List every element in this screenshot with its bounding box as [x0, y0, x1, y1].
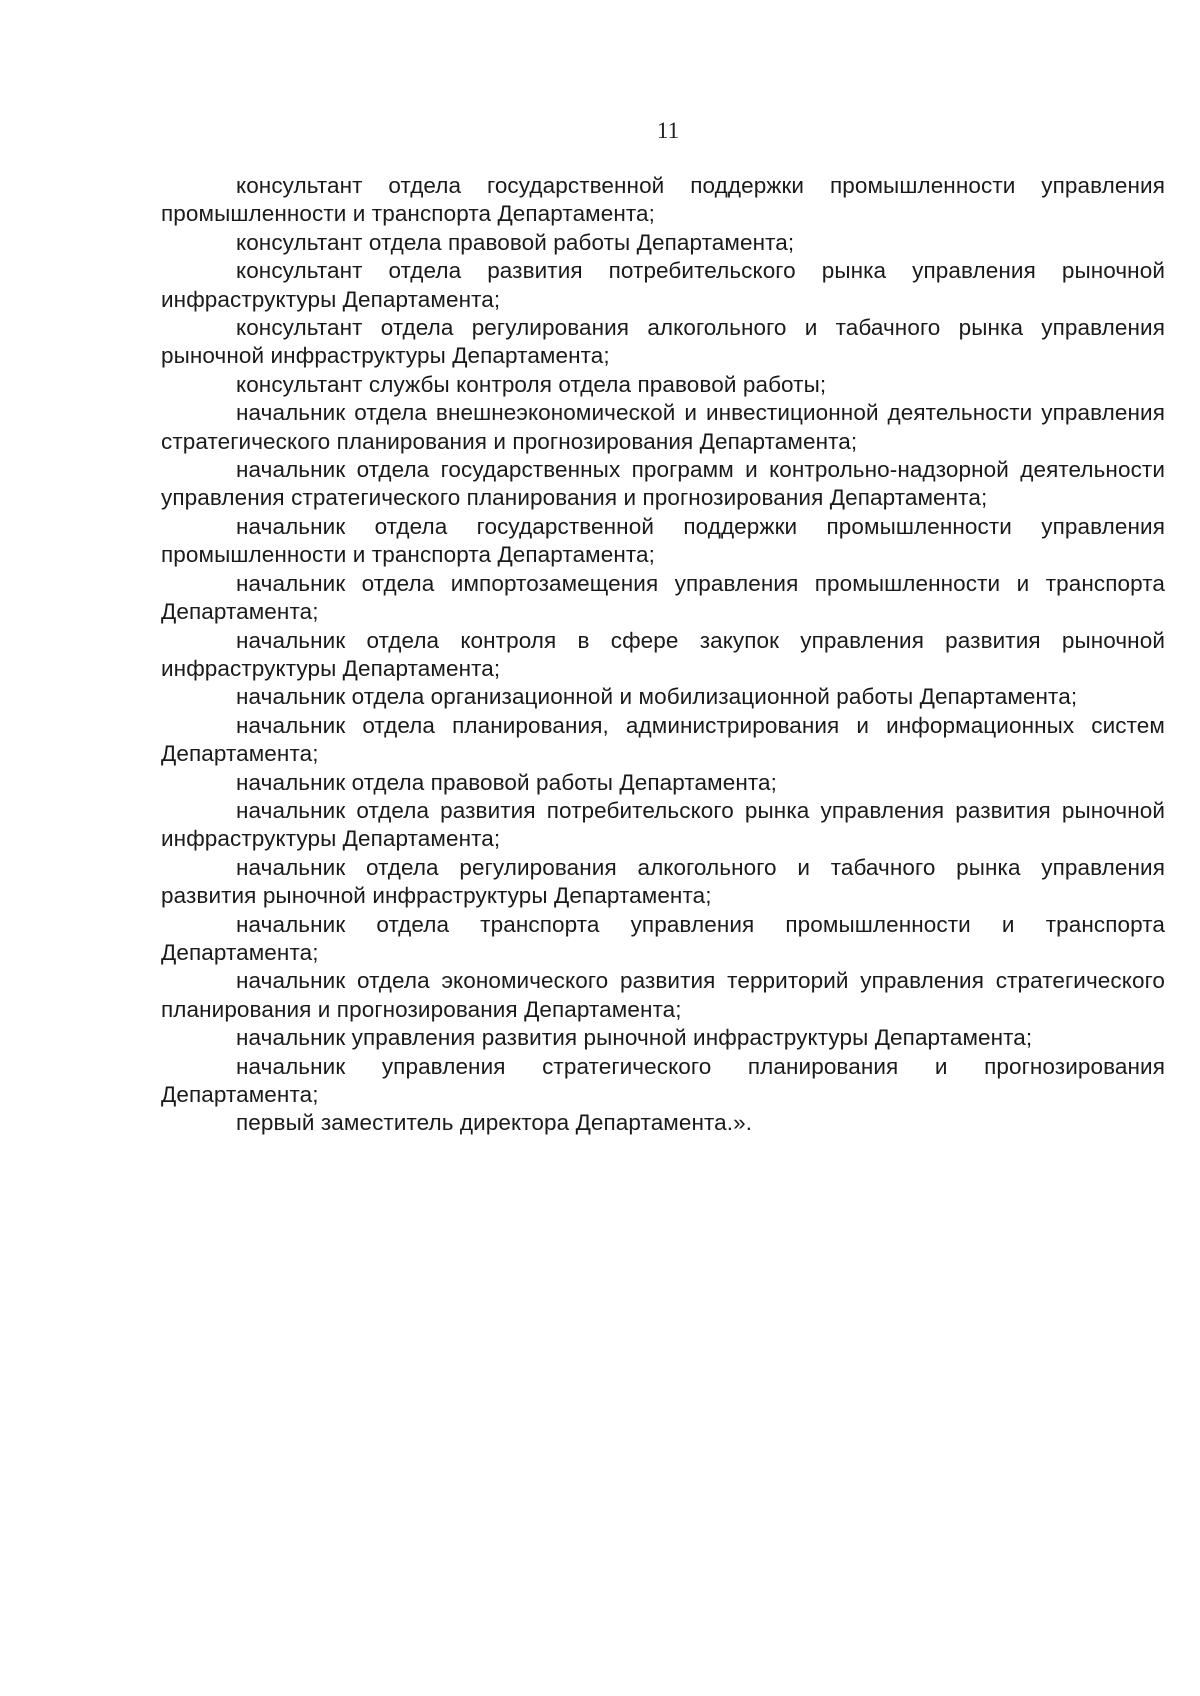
list-item: начальник отдела государственной поддержки промышленности управления промышленности и транспорта Департамента; [161, 513, 1165, 568]
position-list [161, 172, 1165, 1138]
page-number: 11 [656, 118, 680, 143]
list-item: консультант отдела развития потребительского рынка управления рыночной инфраструктуры Департамента; [161, 258, 1165, 312]
list-item: начальник отдела внешнеэкономической и инвестиционной деятельности управления стратегического планирования и прогнозирования Департамента; [161, 400, 1165, 454]
list-item: начальник отдела контроля в сфере закупок управления развития рыночной инфраструктуры Департамента; [161, 627, 1165, 681]
list-item: консультант службы контроля отдела правовой работы; [236, 371, 827, 397]
list-item: начальник отдела правовой работы Департамента; [236, 769, 777, 795]
list-item: начальник отдела планирования, администрирования и информационных систем Департамента; [161, 712, 1165, 767]
list-item: начальник управления развития рыночной инфраструктуры Департамента; [236, 1025, 1033, 1051]
list-item: начальник отдела экономического развития территорий управления стратегического планирования и прогнозирования Департамента; [161, 968, 1165, 1022]
list-item: первый заместитель директора Департамента.». [236, 1110, 753, 1136]
list-item: начальник отдела импортозамещения управления промышленности и транспорта Департамента; [161, 570, 1165, 625]
list-item: консультант отдела правовой работы Департамента; [236, 229, 795, 255]
list-item: начальник отдела государственных программ и контрольно-надзорной деятельности управления стратегического планирования и прогнозирования Департамента; [161, 457, 1165, 511]
list-item: начальник отдела транспорта управления промышленности и транспорта Департамента; [161, 911, 1165, 965]
list-item: начальник управления стратегического планирования и прогнозирования Департамента; [161, 1053, 1165, 1107]
list-item: начальник отдела развития потребительского рынка управления развития рыночной инфраструктуры Департамента; [161, 797, 1165, 852]
list-item: консультант отдела государственной поддержки промышленности управления промышленности и транспорта Департамента; [161, 173, 1165, 227]
list-item: начальник отдела организационной и мобилизационной работы Департамента; [236, 684, 1078, 710]
list-item: консультант отдела регулирования алкогольного и табачного рынка управления рыночной инфраструктуры Департамента; [161, 315, 1165, 369]
list-item: начальник отдела регулирования алкогольного и табачного рынка управления развития рыночной инфраструктуры Департамента; [161, 854, 1165, 909]
